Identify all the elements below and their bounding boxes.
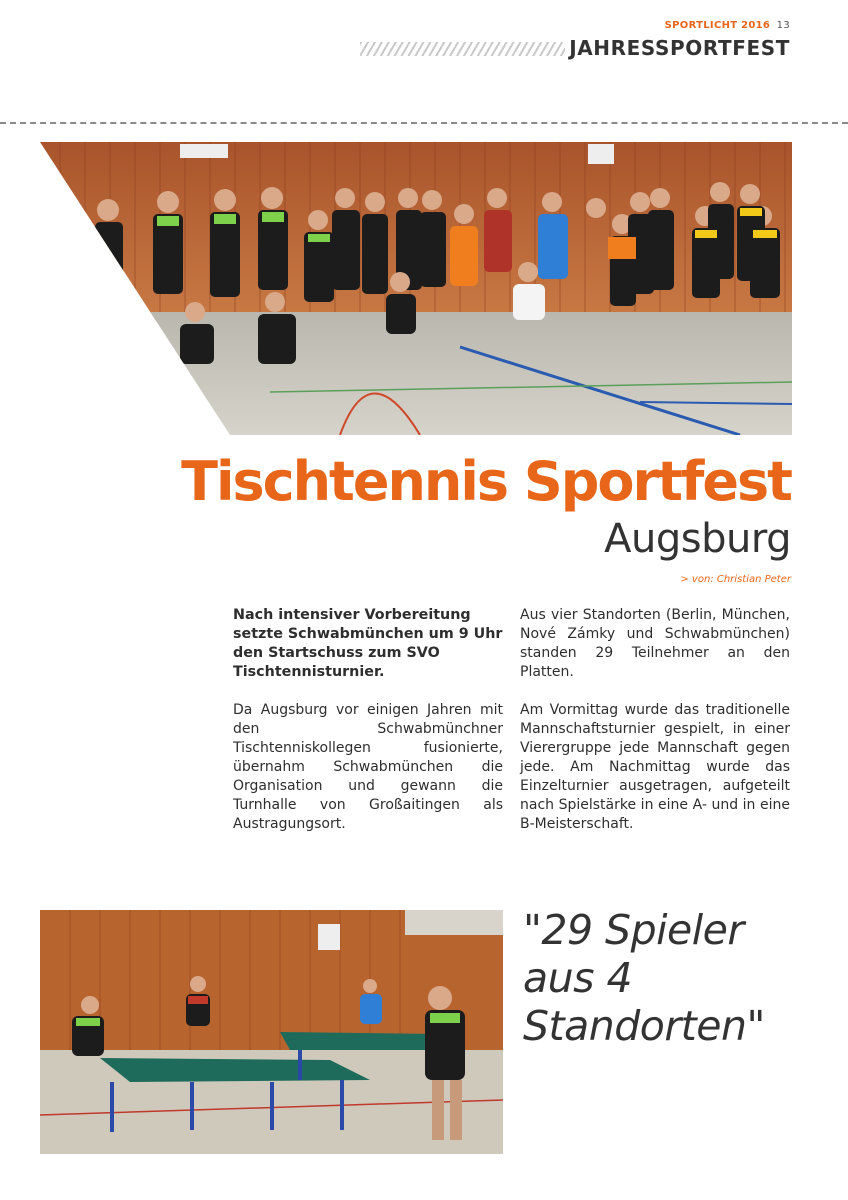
hatch-decoration (360, 42, 565, 56)
article-paragraph-2: Aus vier Standorten (Berlin, München, Nové Zámky und Schwabmünchen) standen 29 Teilnehmer an den Platten. (520, 607, 790, 680)
pull-quote: "29 Spieler aus 4 Standorten" (523, 906, 765, 1050)
article-subtitle: Augsburg (604, 516, 791, 562)
article-column-right (520, 606, 790, 853)
group-photo (40, 142, 792, 435)
article-paragraph-1: Da Augsburg vor einigen Jahren mit den Schwabmünchner Tischtenniskollegen fusionierte, übernahm Schwabmünchen die Organisation und gewann die Turnhalle von Großaitingen als Austragungsort. (233, 702, 503, 832)
page-number: 13 (776, 20, 790, 31)
article-column-left (233, 606, 503, 853)
article-byline: > von: Christian Peter (680, 574, 791, 585)
section-header (360, 38, 790, 62)
section-title: JAHRESSPORTFEST (569, 36, 790, 60)
article-paragraph-3: Am Vormittag wurde das traditionelle Mannschaftsturnier gespielt, in einer Vierergruppe jede Mannschaft gegen jede. Am Nachmittag wurde das Einzelturnier ausgetragen, aufgeteilt nach Spielstärke in eine A- und in eine B-Meisterschaft. (520, 702, 790, 832)
article-lead: Nach intensiver Vorbereitung setzte Schwabmünchen um 9 Uhr den Startschuss zum SVO Tischtennisturnier. (233, 607, 503, 680)
article-title: Tischtennis Sportfest (181, 450, 791, 513)
magazine-name: SPORTLICHT 2016 (664, 20, 771, 31)
match-photo (40, 910, 503, 1154)
dashed-divider (0, 122, 848, 124)
page-header-meta (665, 20, 790, 31)
